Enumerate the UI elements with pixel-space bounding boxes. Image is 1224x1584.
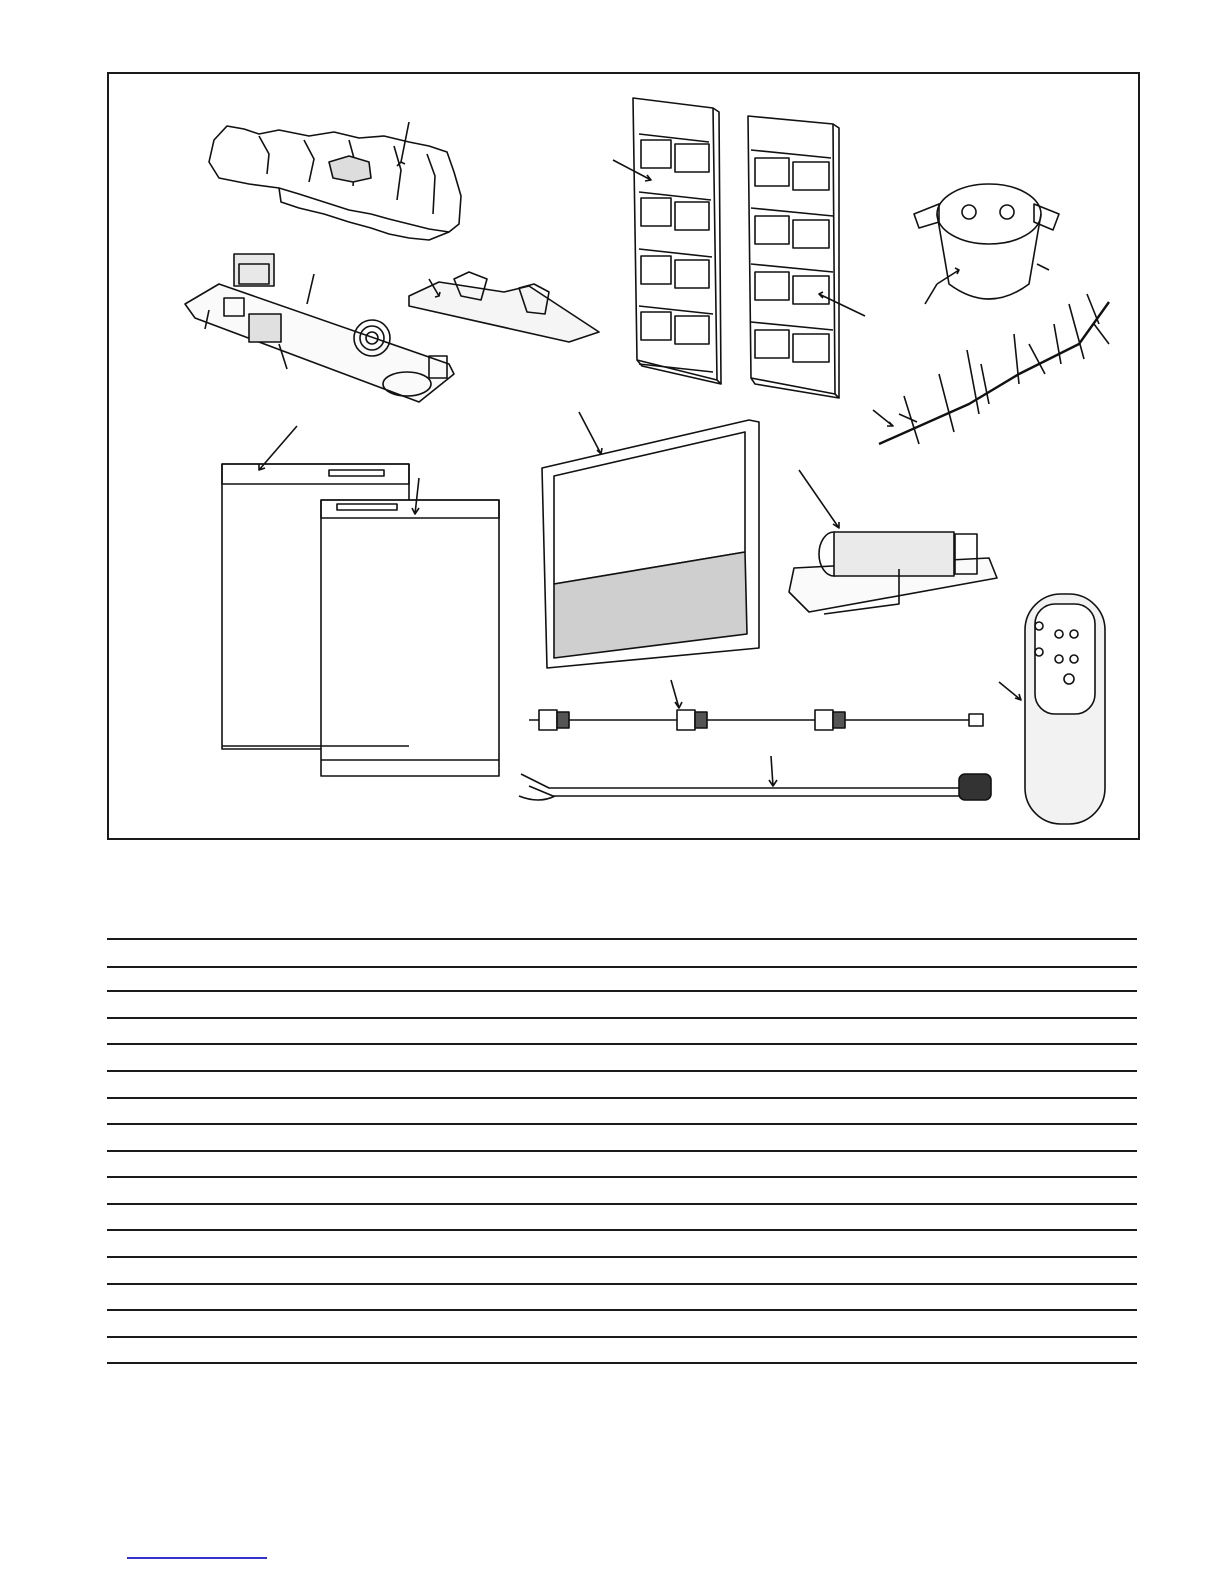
- glass-front-icon: [542, 412, 759, 668]
- table-rule: [107, 966, 1137, 968]
- table-rule: [107, 1097, 1137, 1099]
- reflector-panels-icon: [222, 426, 499, 776]
- parts-illustration-frame: [107, 72, 1140, 840]
- table-rule: [107, 1362, 1137, 1364]
- table-rule: [107, 1043, 1137, 1045]
- table-rule: [107, 1336, 1137, 1338]
- table-rule: [107, 1176, 1137, 1178]
- table-rule: [107, 1017, 1137, 1019]
- log-set-icon: [209, 122, 461, 240]
- remote-control-icon: [999, 594, 1105, 824]
- ember-bed-icon: [409, 272, 599, 342]
- table-rule: [107, 990, 1137, 992]
- table-rule: [107, 1256, 1137, 1258]
- brick-panel-left-icon: [613, 98, 721, 384]
- table-rule: [107, 1309, 1137, 1311]
- flame-ribbon-icon: [873, 294, 1109, 444]
- blower-fan-icon: [789, 470, 997, 614]
- control-board-icon: [185, 254, 454, 402]
- capacitor-icon: [914, 184, 1059, 304]
- table-rule: [107, 938, 1137, 940]
- table-rule: [107, 1150, 1137, 1152]
- bulb-harness-icon: [529, 680, 983, 730]
- table-rule: [107, 1229, 1137, 1231]
- table-rule: [107, 1123, 1137, 1125]
- table-rule: [107, 1203, 1137, 1205]
- power-cord-icon: [519, 756, 991, 800]
- parts-illustration: [109, 74, 1142, 842]
- table-rule: [107, 1070, 1137, 1072]
- table-rule: [107, 1283, 1137, 1285]
- footer-link-underline[interactable]: [127, 1557, 267, 1559]
- brick-panel-right-icon: [748, 116, 865, 398]
